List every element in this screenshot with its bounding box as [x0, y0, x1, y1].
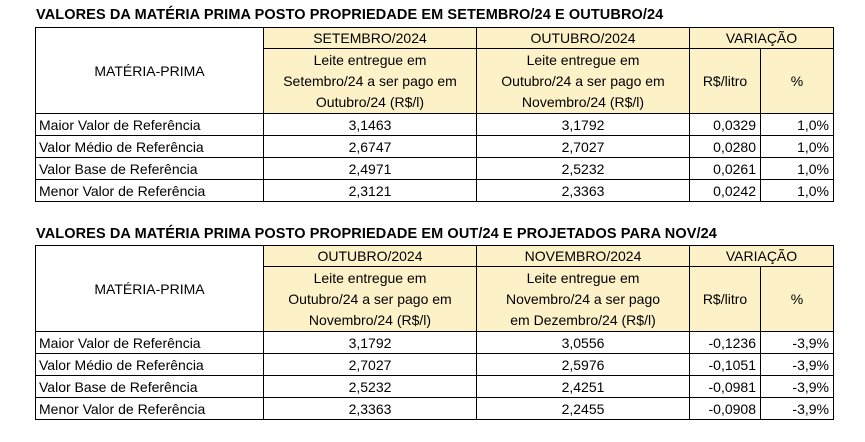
variation-pct: -3,9% — [761, 376, 834, 398]
variation-value: -0,1236 — [690, 332, 761, 354]
row-label: Valor Base de Referência — [36, 158, 264, 180]
materia-prima-header: MATÉRIA-PRIMA — [36, 28, 264, 114]
value-col2: 2,4251 — [477, 376, 690, 398]
table-row — [36, 376, 834, 398]
table1 — [35, 27, 834, 202]
materia-prima-header: MATÉRIA-PRIMA — [36, 246, 264, 332]
col2-description: Leite entregue em Outubro/24 a ser pago em Novembro/24 (R$/l) — [477, 49, 690, 114]
row-label: Menor Valor de Referência — [36, 398, 264, 420]
table-row — [36, 158, 834, 180]
col1-description: Leite entregue em Setembro/24 a ser pago em Outubro/24 (R$/l) — [264, 49, 477, 114]
value-col1: 2,3121 — [264, 180, 477, 202]
variation-pct: -3,9% — [761, 354, 834, 376]
variation-value: 0,0280 — [690, 136, 761, 158]
table-row — [36, 398, 834, 420]
col1-month-header: SETEMBRO/2024 — [264, 28, 477, 49]
table-row — [36, 114, 834, 136]
col2-month-header: NOVEMBRO/2024 — [477, 246, 690, 267]
row-label: Valor Base de Referência — [36, 376, 264, 398]
value-col2: 3,0556 — [477, 332, 690, 354]
value-col1: 2,3363 — [264, 398, 477, 420]
variacao-header: VARIAÇÃO — [690, 246, 834, 267]
variation-pct: 1,0% — [761, 180, 834, 202]
variation-value: 0,0242 — [690, 180, 761, 202]
value-col1: 3,1792 — [264, 332, 477, 354]
variacao-pct-header: % — [761, 267, 834, 332]
value-col2: 3,1792 — [477, 114, 690, 136]
row-label: Maior Valor de Referência — [36, 114, 264, 136]
table2 — [35, 245, 834, 420]
col1-description: Leite entregue em Outubro/24 a ser pago em Novembro/24 (R$/l) — [264, 267, 477, 332]
row-label: Valor Médio de Referência — [36, 354, 264, 376]
value-col1: 3,1463 — [264, 114, 477, 136]
variation-value: -0,1051 — [690, 354, 761, 376]
variacao-pct-header: % — [761, 49, 834, 114]
variation-value: -0,0981 — [690, 376, 761, 398]
variation-pct: 1,0% — [761, 114, 834, 136]
table2-title: VALORES DA MATÉRIA PRIMA POSTO PROPRIEDADE EM OUT/24 E PROJETADOS PARA NOV/24 — [36, 226, 717, 242]
variation-value: 0,0261 — [690, 158, 761, 180]
value-col1: 2,6747 — [264, 136, 477, 158]
variacao-unit-header: R$/litro — [690, 267, 761, 332]
table-row — [36, 180, 834, 202]
value-col1: 2,5232 — [264, 376, 477, 398]
variacao-header: VARIAÇÃO — [690, 28, 834, 49]
value-col1: 2,7027 — [264, 354, 477, 376]
row-label: Menor Valor de Referência — [36, 180, 264, 202]
variation-value: 0,0329 — [690, 114, 761, 136]
value-col2: 2,2455 — [477, 398, 690, 420]
row-label: Maior Valor de Referência — [36, 332, 264, 354]
value-col2: 2,5976 — [477, 354, 690, 376]
variation-pct: 1,0% — [761, 136, 834, 158]
variation-pct: -3,9% — [761, 332, 834, 354]
table-row — [36, 354, 834, 376]
value-col2: 2,3363 — [477, 180, 690, 202]
variacao-unit-header: R$/litro — [690, 49, 761, 114]
value-col2: 2,7027 — [477, 136, 690, 158]
row-label: Valor Médio de Referência — [36, 136, 264, 158]
table-row — [36, 136, 834, 158]
variation-pct: -3,9% — [761, 398, 834, 420]
col1-month-header: OUTUBRO/2024 — [264, 246, 477, 267]
value-col1: 2,4971 — [264, 158, 477, 180]
table-row — [36, 332, 834, 354]
col2-description: Leite entregue em Novembro/24 a ser pago em Dezembro/24 (R$/l) — [477, 267, 690, 332]
col2-month-header: OUTUBRO/2024 — [477, 28, 690, 49]
table1-title: VALORES DA MATÉRIA PRIMA POSTO PROPRIEDADE EM SETEMBRO/24 E OUTUBRO/24 — [36, 7, 664, 23]
value-col2: 2,5232 — [477, 158, 690, 180]
variation-value: -0,0908 — [690, 398, 761, 420]
variation-pct: 1,0% — [761, 158, 834, 180]
